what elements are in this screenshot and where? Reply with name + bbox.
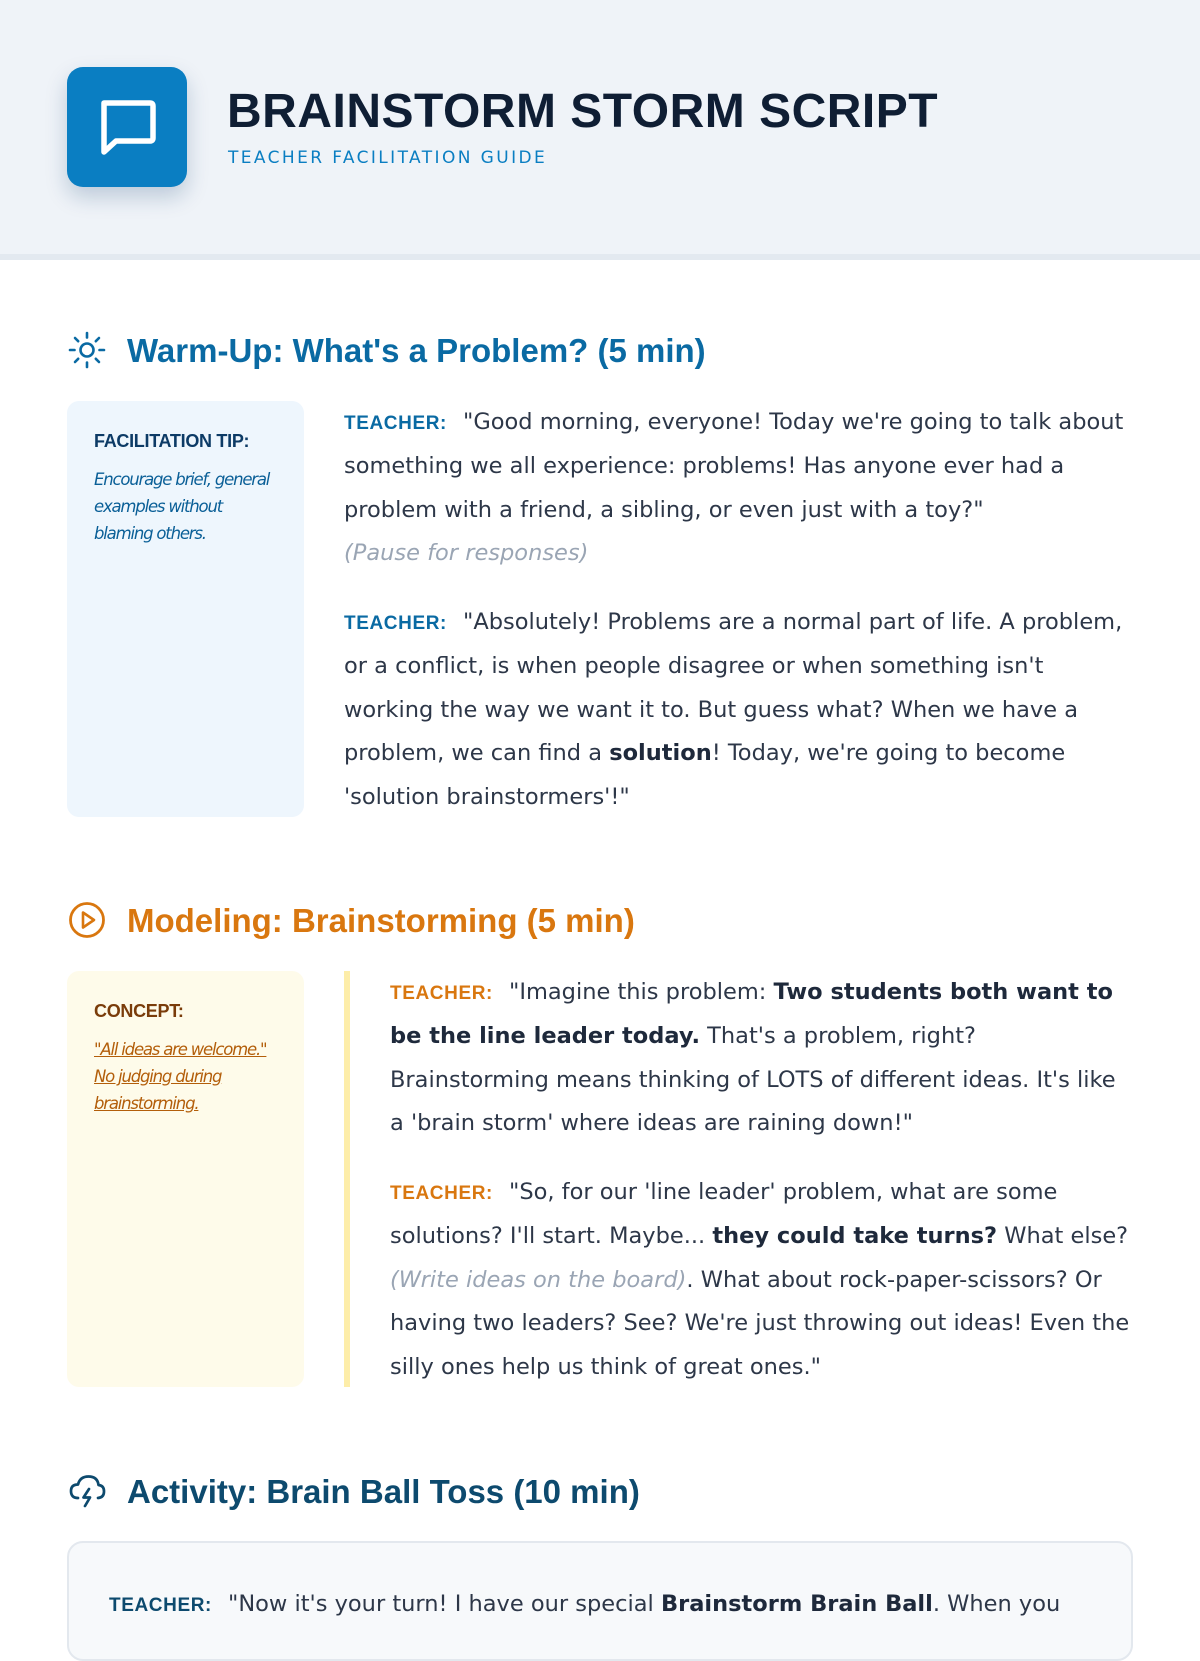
speaker-label: TEACHER:: [344, 413, 447, 434]
tip-label: CONCEPT:: [94, 1001, 184, 1021]
script-text: "Absolutely! Problems are a normal part of life. A problem, or a conflict, is when people disagree or when something isn't working the way we want it to. But guess what? When we have a problem, we can find a: [344, 609, 1123, 767]
emphasis-text: Brainstorm Brain Ball: [660, 1591, 933, 1617]
concept-card: [67, 971, 304, 1387]
sun-icon: [67, 330, 107, 370]
stage-direction: (Pause for responses): [344, 540, 589, 567]
script-text: . What about rock-paper-scissors? Or having two leaders? See? We're just throwing out ideas! Even the silly ones help us think of great ones.": [390, 1266, 1130, 1380]
activity-script-card: [67, 1541, 1133, 1661]
script-text: . When you: [932, 1591, 1061, 1617]
facilitation-tip-card: [67, 401, 304, 817]
speaker-label: TEACHER:: [390, 983, 493, 1004]
section-title: Modeling: Brainstorming (5 min): [127, 902, 635, 939]
script-line: [109, 1583, 1109, 1627]
script-line: [390, 971, 1135, 1146]
script-line: [344, 401, 1134, 576]
emphasis-text: they could take turns?: [712, 1223, 998, 1250]
script-line: [390, 1171, 1135, 1389]
script-text: "Imagine this problem:: [508, 979, 774, 1005]
script-text: ! Today, we're going to become 'solution brainstormers'!": [344, 740, 1066, 810]
emphasis-text: Two students both want to be the line leader today.: [390, 979, 1113, 1050]
page-subtitle: TEACHER FACILITATION GUIDE: [228, 148, 548, 168]
speaker-label: TEACHER:: [344, 613, 447, 634]
emphasis-text: solution: [609, 740, 712, 767]
tip-label: FACILITATION TIP:: [94, 431, 250, 451]
script-text: That's a problem, right? Brainstorming means thinking of LOTS of different ideas. It's like a 'brain storm' where ideas are raining down!": [390, 1023, 1116, 1137]
script-text: "Good morning, everyone! Today we're going to talk about something we all experience: problems! Has anyone ever had a problem with a friend, a sibling, or even just with a toy?": [344, 409, 1124, 523]
script-text: "Now it's your turn! I have our special: [227, 1591, 661, 1617]
chat-bubble-icon: [96, 96, 158, 158]
storm-cloud-icon: [67, 1471, 107, 1511]
page-title: BRAINSTORM STORM SCRIPT: [227, 85, 939, 138]
quote-accent-bar: [344, 971, 350, 1387]
tip-text: Encourage brief, general examples without blaming others.: [94, 470, 270, 543]
tip-text: "All ideas are welcome." No judging during brainstorming.: [94, 1040, 267, 1113]
stage-direction: (Write ideas on the board): [390, 1266, 687, 1293]
play-circle-icon: [67, 900, 107, 940]
script-text: What else?: [997, 1223, 1129, 1250]
page-header: [0, 0, 1200, 260]
script-line: [344, 601, 1134, 819]
speaker-label: TEACHER:: [109, 1595, 212, 1616]
app-logo: [67, 67, 187, 187]
speaker-label: TEACHER:: [390, 1183, 493, 1204]
section-title: Activity: Brain Ball Toss (10 min): [127, 1473, 640, 1510]
script-text: "So, for our 'line leader' problem, what are some solutions? I'll start. Maybe...: [390, 1179, 1058, 1250]
section-title: Warm-Up: What's a Problem? (5 min): [127, 332, 706, 369]
